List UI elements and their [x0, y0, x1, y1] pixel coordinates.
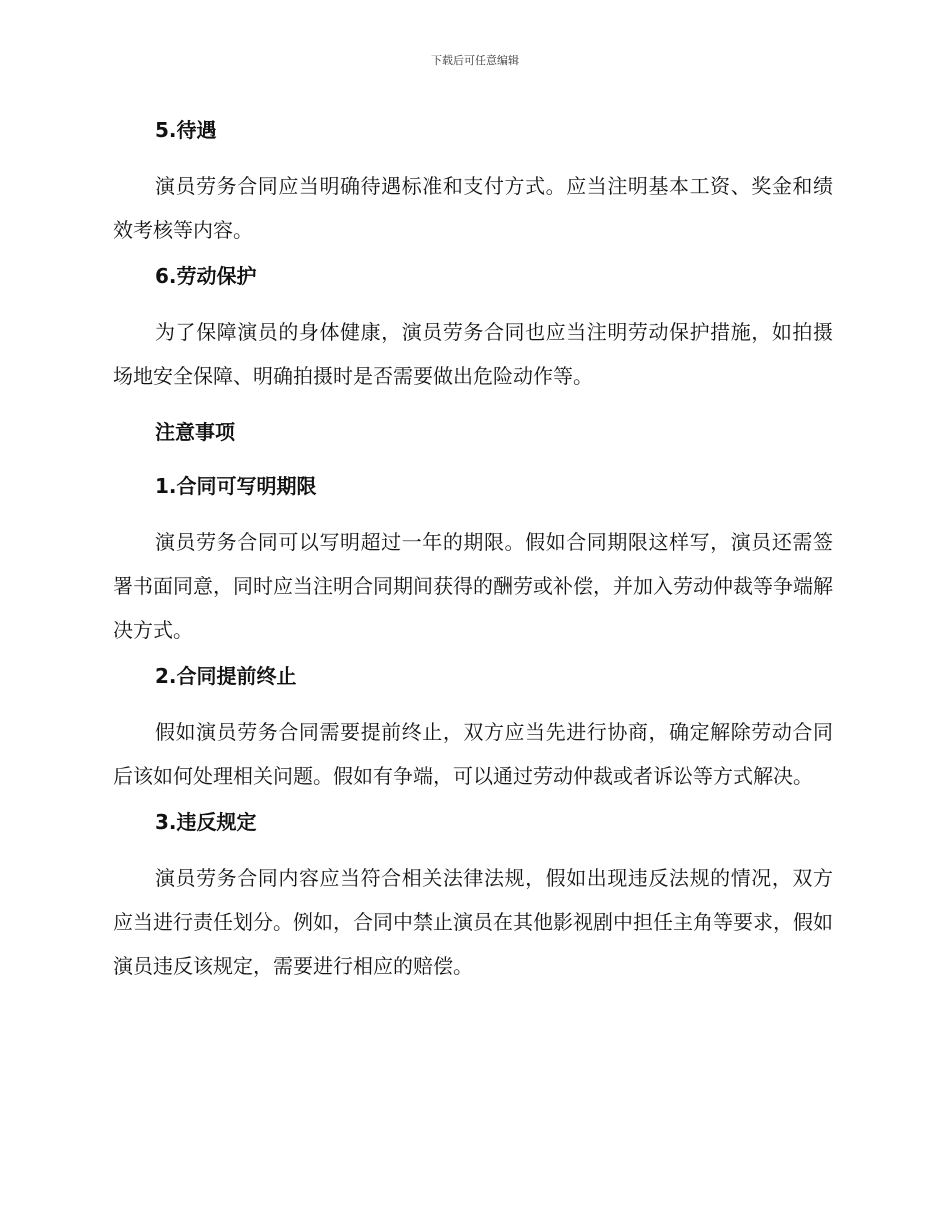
paragraph-term: 演员劳务合同可以写明超过一年的期限。假如合同期限这样写，演员还需签署书面同意，同时应当注明合同期间获得的酬劳或补偿，并加入劳动仲裁等争端解决方式。	[113, 530, 833, 642]
paragraph-labor-protection: 为了保障演员的身体健康，演员劳务合同也应当注明劳动保护措施，如拍摄场地安全保障、明确拍摄时是否需要做出危险动作等。	[113, 320, 833, 388]
paragraph-early-termination: 假如演员劳务合同需要提前终止，双方应当先进行协商，确定解除劳动合同后该如何处理相关问题。假如有争端，可以通过劳动仲裁或者诉讼等方式解决。	[113, 720, 833, 788]
page-header: 下载后可任意编辑	[431, 54, 519, 67]
section-heading-notes: 注意事项	[155, 420, 235, 444]
section-heading-early-termination: 2.合同提前终止	[155, 664, 297, 688]
section-heading-term: 1.合同可写明期限	[155, 474, 317, 498]
paragraph-violation: 演员劳务合同内容应当符合相关法律法规，假如出现违反法规的情况，双方应当进行责任划分。例如，合同中禁止演员在其他影视剧中担任主角等要求，假如演员违反该规定，需要进行相应的赔偿。	[113, 866, 833, 978]
paragraph-treatment: 演员劳务合同应当明确待遇标准和支付方式。应当注明基本工资、奖金和绩效考核等内容。	[113, 174, 833, 242]
section-heading-labor-protection: 6.劳动保护	[155, 264, 257, 288]
document-body	[113, 110, 833, 988]
section-heading-treatment: 5.待遇	[155, 118, 217, 142]
section-heading-violation: 3.违反规定	[155, 810, 257, 834]
